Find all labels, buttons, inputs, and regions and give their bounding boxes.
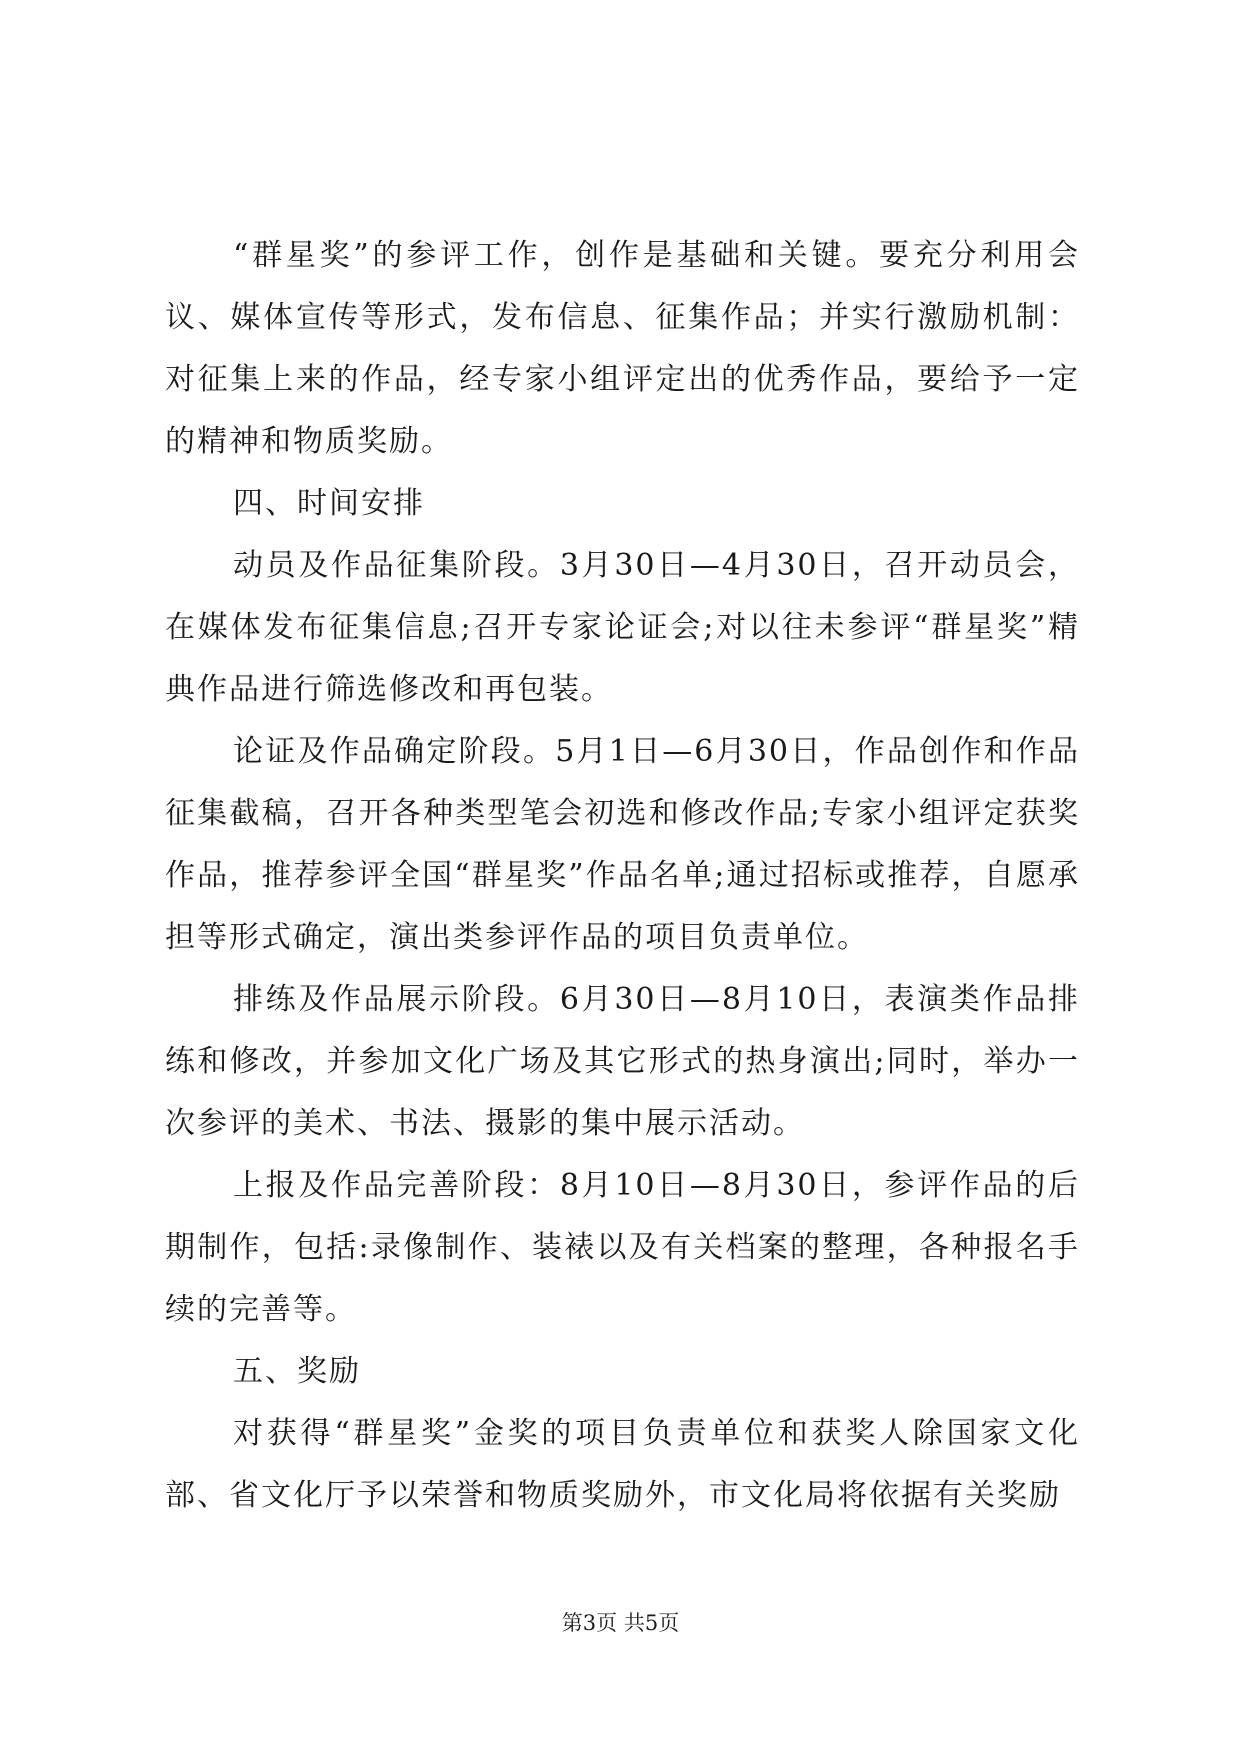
page-number-footer: 第3页 共5页: [561, 1611, 680, 1635]
paragraph-confirmation-stage: 论证及作品确定阶段。5月1日—6月30日，作品创作和作品征集截稿，召开各种类型笔会初选和修改作品;专家小组评定获奖作品，推荐参评全国“群星奖”作品名单;通过招标或推荐，自愿承担等形式确定，演出类参评作品的项目负责单位。: [165, 734, 1080, 955]
paragraph-creation-incentive: “群星奖”的参评工作，创作是基础和关键。要充分利用会议、媒体宣传等形式，发布信息、征集作品；并实行激励机制：对征集上来的作品，经专家小组评定出的优秀作品，要给予一定的精神和物质奖励。: [165, 238, 1080, 459]
section-heading-schedule: 四、时间安排: [233, 486, 425, 521]
paragraph-submission-stage: 上报及作品完善阶段：8月10日—8月30日，参评作品的后期制作，包括:录像制作、装裱以及有关档案的整理，各种报名手续的完善等。: [165, 1168, 1080, 1327]
document-body: [165, 225, 1080, 1527]
paragraph-mobilization-stage: 动员及作品征集阶段。3月30日—4月30日，召开动员会，在媒体发布征集信息;召开专家论证会;对以往未参评“群星奖”精典作品进行筛选修改和再包装。: [165, 548, 1080, 707]
paragraph-rewards: 对获得“群星奖”金奖的项目负责单位和获奖人除国家文化部、省文化厅予以荣誉和物质奖励外，市文化局将依据有关奖励: [165, 1416, 1080, 1513]
section-heading-rewards: 五、奖励: [233, 1354, 361, 1389]
paragraph-rehearsal-stage: 排练及作品展示阶段。6月30日—8月10日，表演类作品排练和修改，并参加文化广场及其它形式的热身演出;同时，举办一次参评的美术、书法、摄影的集中展示活动。: [165, 982, 1080, 1141]
